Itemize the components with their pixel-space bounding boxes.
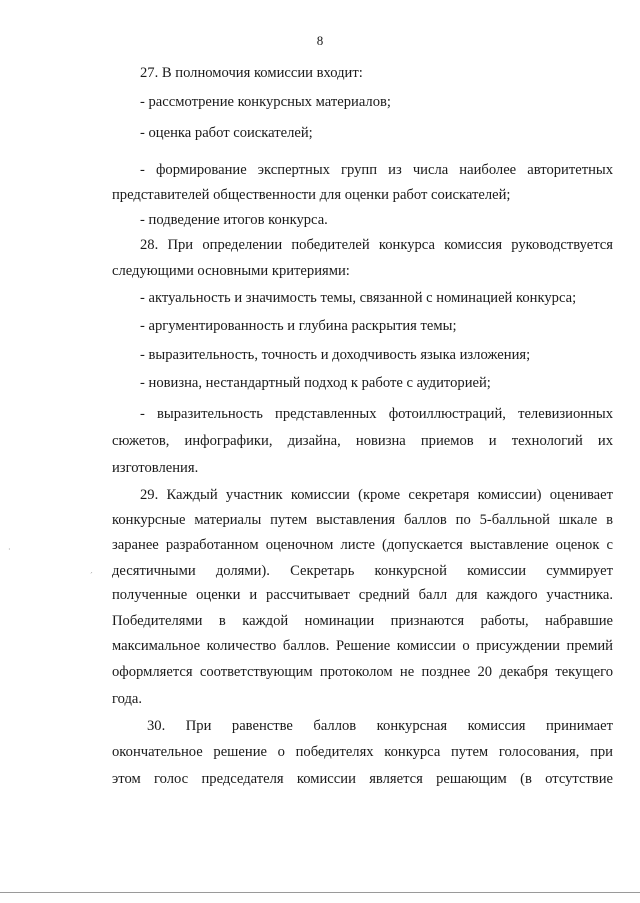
text-line: оформляется соответствующим протоколом не позднее 20 декабря текущего	[112, 664, 613, 680]
text-line: - выразительность, точность и доходчивость языка изложения;	[140, 347, 531, 363]
text-line: - формирование экспертных групп из числа наиболее авторитетных	[140, 162, 613, 178]
text-line: 30. При равенстве баллов конкурсная комиссия принимает	[147, 718, 613, 734]
text-line: Победителями в каждой номинации признаются работы, набравшие	[112, 613, 613, 629]
scan-speck: ˊ	[90, 571, 93, 580]
text-line: - новизна, нестандартный подход к работе с аудиторией;	[140, 375, 491, 391]
text-line: изготовления.	[112, 460, 199, 476]
text-line: представителей общественности для оценки работ соискателей;	[112, 187, 511, 203]
text-line: - актуальность и значимость темы, связанной с номинацией конкурса;	[140, 290, 577, 306]
scan-edge-line	[0, 892, 640, 893]
text-line: - рассмотрение конкурсных материалов;	[140, 94, 391, 110]
text-line: - подведение итогов конкурса.	[140, 212, 328, 228]
text-line: - аргументированность и глубина раскрытия темы;	[140, 318, 457, 334]
text-line: конкурсные материалы путем выставления баллов по 5-балльной шкале в	[112, 512, 613, 528]
text-line: окончательное решение о победителях конкурса путем голосования, при	[112, 744, 613, 760]
text-line: десятичными долями). Секретарь конкурсной комиссии суммирует	[112, 563, 613, 579]
text-line: 27. В полномочия комиссии входит:	[140, 65, 363, 81]
text-line: полученные оценки и рассчитывает средний балл для каждого участника.	[112, 587, 613, 603]
scan-speck: ·	[8, 545, 11, 554]
text-line: сюжетов, инфографики, дизайна, новизна приемов и технологий их	[112, 433, 613, 449]
text-line: - выразительность представленных фотоиллюстраций, телевизионных	[140, 406, 613, 422]
text-line: заранее разработанном оценочном листе (допускается выставление оценок с	[112, 537, 613, 553]
text-line: максимальное количество баллов. Решение комиссии о присуждении премий	[112, 638, 613, 654]
text-line: 28. При определении победителей конкурса комиссия руководствуется	[140, 237, 613, 253]
text-line: года.	[112, 691, 143, 707]
text-line: - оценка работ соискателей;	[140, 125, 313, 141]
page-number: 8	[316, 33, 324, 48]
text-line: этом голос председателя комиссии является решающим (в отсутствие	[112, 771, 613, 787]
text-line: 29. Каждый участник комиссии (кроме секретаря комиссии) оценивает	[140, 487, 613, 503]
text-line: следующими основными критериями:	[112, 263, 350, 279]
